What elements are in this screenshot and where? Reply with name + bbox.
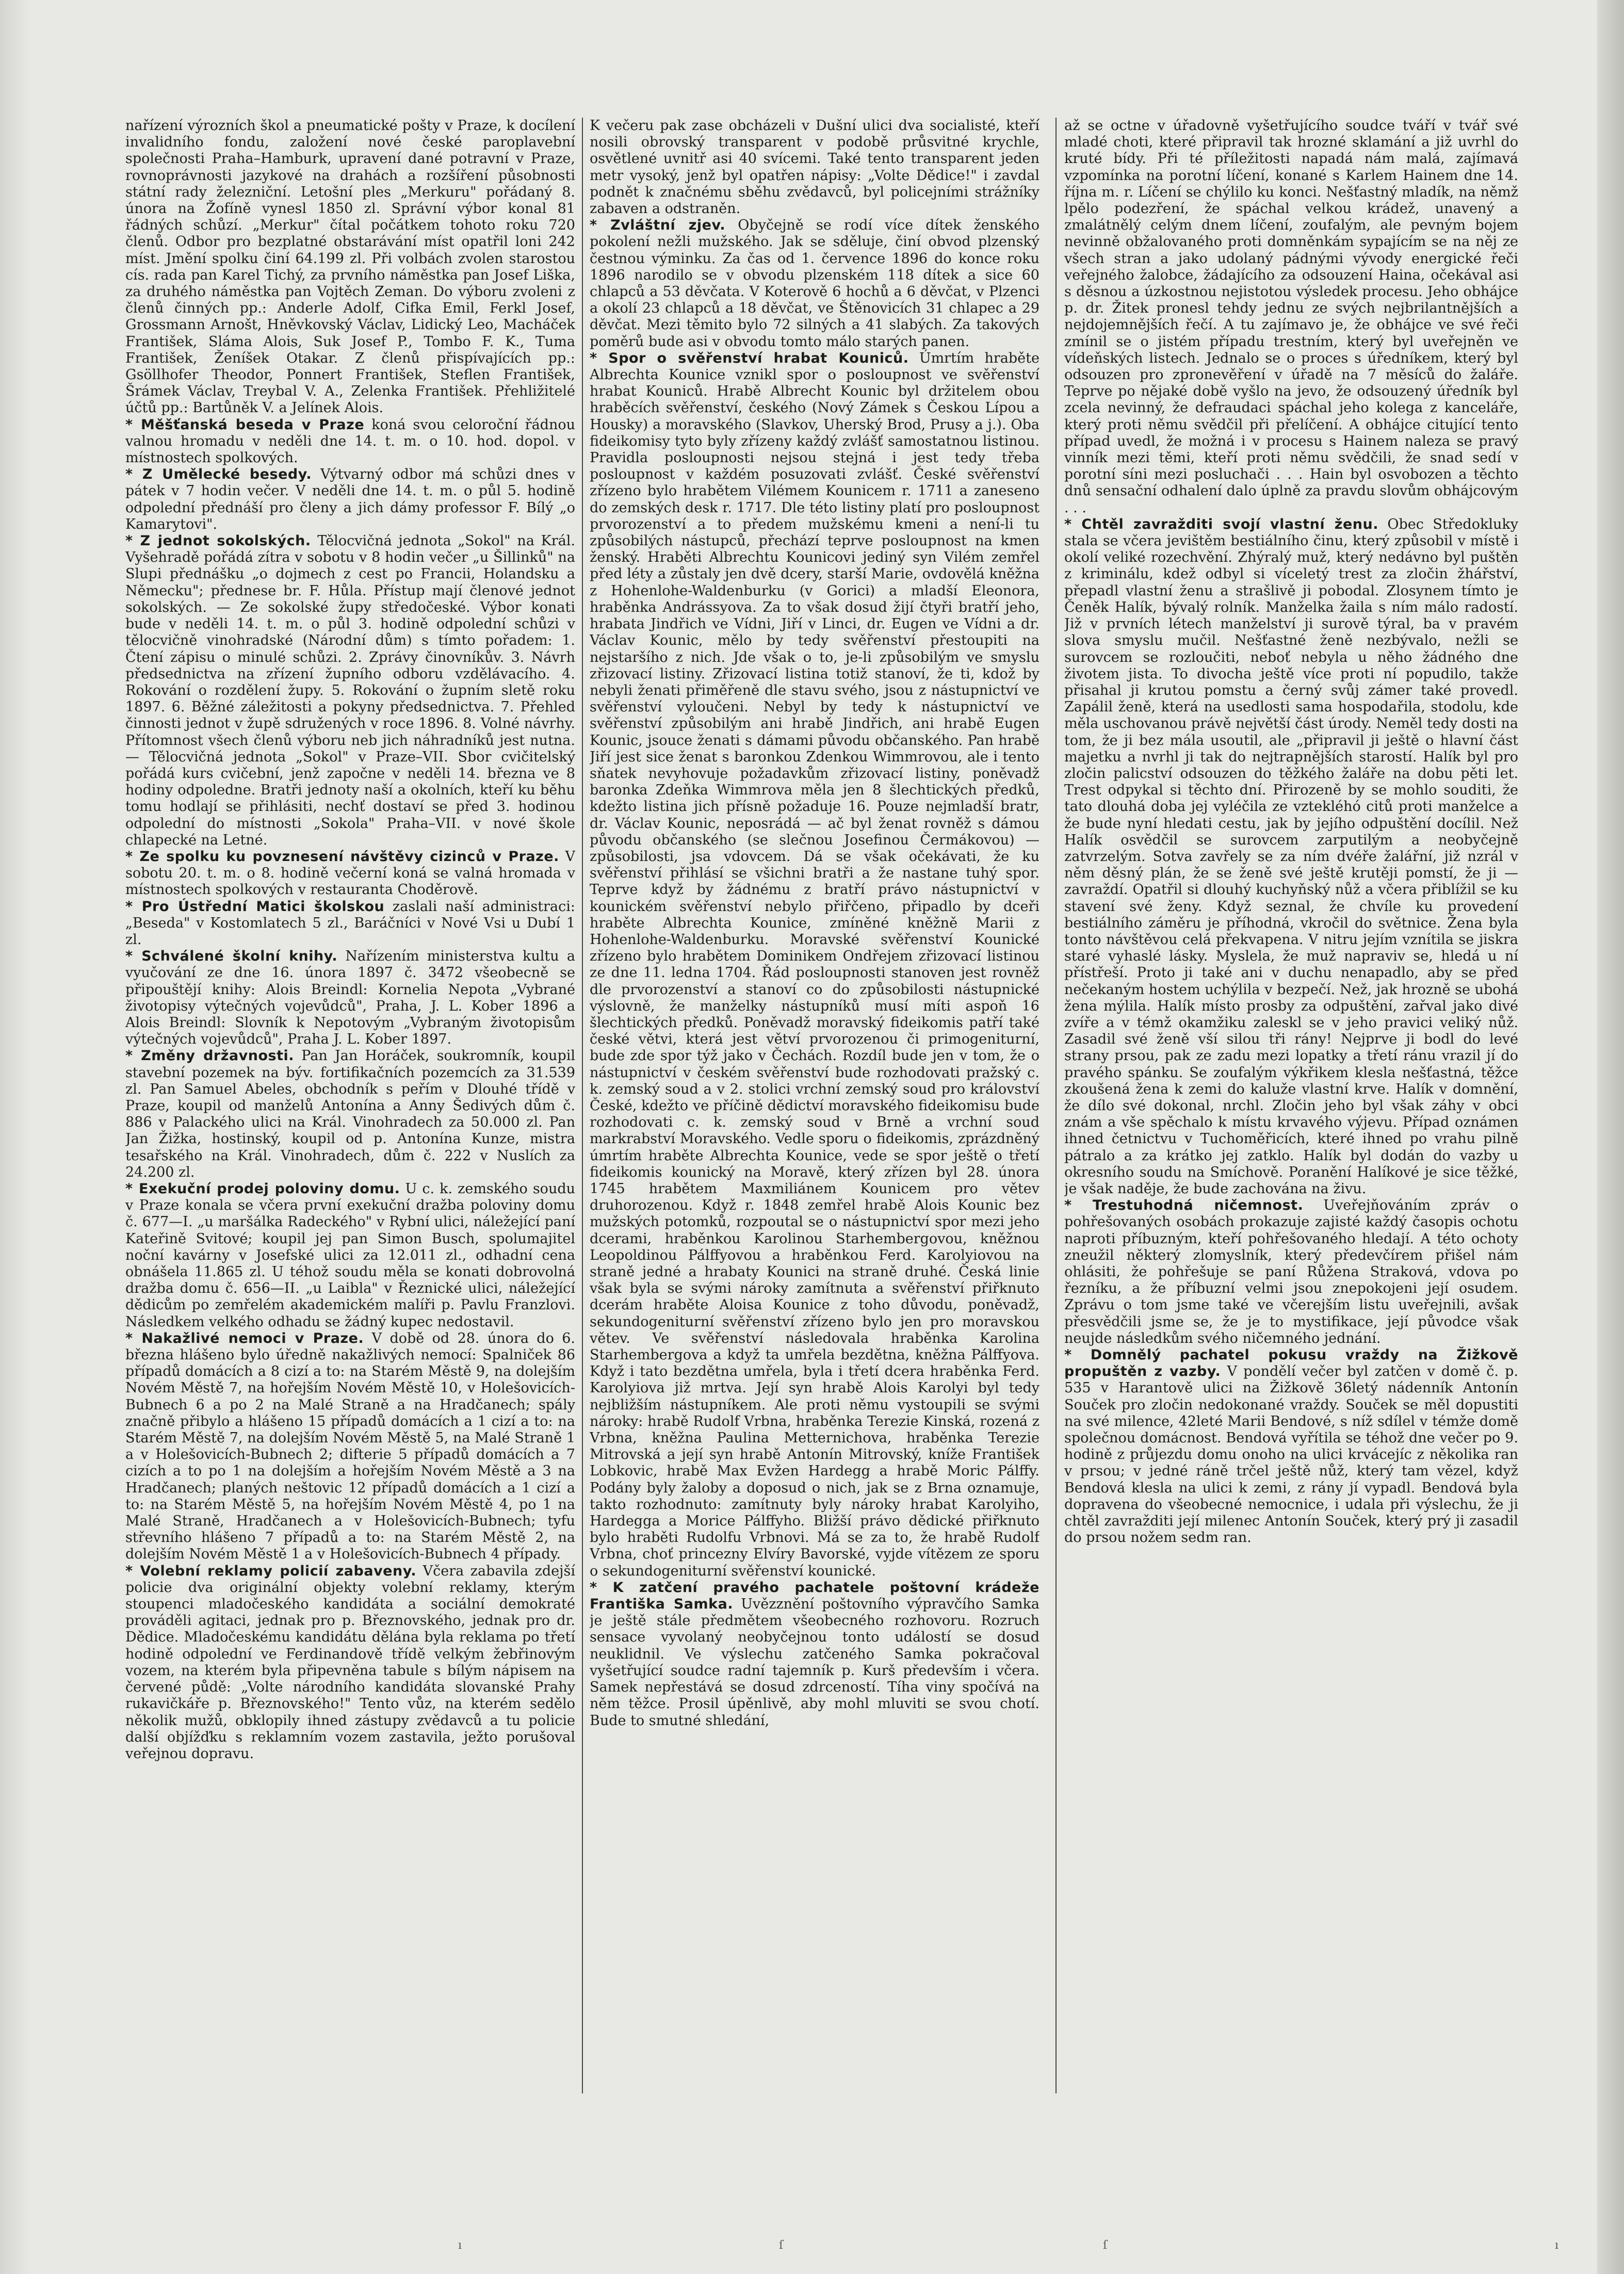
article-paragraph (1064, 1347, 1518, 1546)
article-paragraph (1064, 516, 1518, 1197)
article-heading: * Z jednot sokolských. (125, 533, 311, 549)
article-body: zaslali naší administraci: „Beseda" v Kostomlatech 5 zl., Baráčníci v Nové Vsi u Dubí 1 zl. (125, 898, 575, 948)
column-middle (590, 118, 1040, 2135)
article-heading: * Domnělý pachatel pokusu vraždy na Žižkově propuštěn z vazby. (1064, 1347, 1518, 1380)
article-heading: * Změny državnosti. (125, 1048, 295, 1064)
article-heading: * Zvláštní zjev. (590, 217, 726, 234)
binding-edge (1597, 0, 1624, 2274)
article-body: V pondělí večer byl zatčen v domě č. p. 535 v Harantově ulici na Žižkově 36letý nádenník Antonín Souček pro zločin nedokonané vraždy. Souček se měl dopustiti na své milence, 42leté Marii Bendové, s níž sdílel v témže domě společnou domácnost. Bendová vyřítila se téhož dne večer po 9. hodině z průjezdu domu onoho na ulici krvácejíc z několika ran v prsou; v jedné ráně trčel ještě nůž, který tam vězel, když Bendová klesla na ulici k zemi, z rány jí vypadl. Bendová byla dopravena do všeobecné nemocnice, i udala při výslechu, že ji chtěl zavražditi její milenec Antonín Souček, který prý ji zasadil do prsou nožem sedm ran. (1064, 1363, 1518, 1546)
article-paragraph (1064, 1197, 1518, 1347)
article-heading: * Pro Ústřední Matici školskou (125, 898, 385, 915)
article-heading: * Chtěl zavražditi svojí vlastní ženu. (1064, 516, 1378, 532)
article-body: V sobotu 20. t. m. o 8. hodině večerní koná se valná hromada v místnostech spolkových v restauranta Choděrově. (125, 848, 575, 898)
article-paragraph (1064, 118, 1518, 516)
column-right (1064, 118, 1518, 2135)
margin-mark: ſ (1103, 2239, 1108, 2252)
article-paragraph (590, 118, 1040, 217)
article-paragraph (125, 1181, 575, 1330)
article-paragraph (125, 118, 575, 417)
article-paragraph (125, 1330, 575, 1563)
article-heading: * Měšťanská beseda v Praze (125, 416, 365, 433)
article-body: Obyčejně se rodí více dítek ženského pokolení nežli mužského. Jak se sděluje, činí obvod plzenský čestnou výminku. Za čas od 1. července 1896 do konce roku 1896 narodilo se v obvodu plzenském 118 dítek a sice 60 chlapců a 53 děvčata. V Koterově 6 hochů a 6 děvčat, v Plzenci a okolí 23 chlapců a 18 děvčat, ve Štěnovicích 31 chlapec a 29 děvčat. Mezi těmito bylo 72 silných a 41 slabých. Za takových poměrů bude asi v obvodu tomto málo starých panen. (590, 217, 1040, 350)
article-body: K večeru pak zase obcházeli v Dušní ulici dva socialisté, kteří nosili obrovský transparent v podobě průsvitné krychle, osvětlené uvnitř asi 40 svícemi. Také tento transparent jeden metr vysoký, jenž byl opatřen nápisy: „Volte Dědice!" i zavdal podnět k značnému sběhu zvědavců, byl policejními strážníky zabaven a odstraněn. (590, 118, 1040, 217)
article-paragraph (125, 948, 575, 1048)
article-heading: * K zatčení pravého pachatele poštovní krádeže Františka Samka. (590, 1579, 1040, 1613)
article-heading: * Z Umělecké besedy. (125, 466, 312, 483)
article-heading: * Volební reklamy policií zabaveny. (125, 1563, 417, 1579)
article-body: Uveřejňováním zpráv o pohřešovaných osobách prokazuje zajisté každý časopis ochotu naproti příbuzným, kteří pohřešovaného hledají. A této ochoty zneužil některý zlomyslník, který předevčírem přišel nám ohlásiti, že pohřešuje se paní Růžena Straková, vdova po řezníku, a že příbuzní velmi jsou znepokojeni její osudem. Zprávu o tom jsme také ve včerejším listu uveřejnili, avšak přesvědčili jsme se, že je to mystifikace, její původce však neujde následkům svého ničemného jednání. (1064, 1197, 1518, 1346)
article-body: Obec Středokluky stala se včera jevištěm bestiálního činu, který způsobil v místě i okolí veliké rozechvění. Zhýralý muž, který nedávno byl puštěn z kriminálu, kdež odbyl si víceletý trest za zločin žhářství, přepadl vlastní ženu a strašlivě ji pobodal. Zlosynem tímto je Čeněk Halík, bývalý rolník. Manželka žaila s ním málo radostí. Již v prvních létech manželství ji surově týral, ba v pravém slova smyslu mučil. Nešťastné ženě nezbývalo, nežli se surovcem se rozloučiti, neboť nebyla u něho žádného dne životem jista. To divocha ještě více proti ní popudilo, takže přisahal ji krutou pomstu a černý svůj zámer také provedl. Zapálil ženě, která na usedlosti sama hospodařila, stodolu, kde měla uschovanou právě největší část úrody. Neměl tedy dosti na tom, že ji bez mála usoutil, ale „připravil ji ještě o hlavní část majetku a nvrhl ji tak do nejtrapnějších starostí. Halík byl pro zločin palicství odsouzen do těžkého žaláře na dobu pěti let. Trest odpykal si těchto dní. Přirozeně by se mohlo souditi, že tato dlouhá doba jej vyléčila ze vztekléhó citů proti manželce a že bude nyní hledati cestu, jak by jejího odpuštění docílil. Než Halík osvědčil se surovcem zarputilým a neobyčejně zatvrzelým. Sotva zavřely se za ním dvéře žalářní, již nzrál v něm děsný plán, že se ženě své ještě krutěji pomstí, že ji — zavraždí. Opatřil si dlouhý kuchyňský nůž a včera přiblížil se ku stavení své ženy. Když seznal, že chvíle ku provedení bestiálního záměru je příhodná, vkročil do světnice. Žena byla tonto návštěvou celá překvapena. V nitru jejím vznítila se jiskra staré vyhaslé lásky. Myslela, že muž napraviv se, hledá u ní přístřeší. Proto ji také ani v duchu nenapadlo, aby se před nečekaným hostem uchýlila v bezpečí. Než, jak hrozně se ubohá žena mýlila. Halík místo prosby za odpuštění, zařval jako divé zvíře a v témž okamžiku zaleskl se v jeho pravici veliký nůž. Zasadil své ženě vší silou tři rány! Nejprve ji bodl do levé strany prsou, pak ze zadu mezi lopatky a třetí ránu vrazil jí do pravého spánku. Se zoufalým výkřikem klesla nešťastná, těžce zkoušená žena k zemi do kaluže vlastní krve. Halík v domnění, že dílo své dokonal, nrchl. Zločin jeho byl však záhy v obci znám a vše spěchalo k místu krvavého výjevu. Případ oznámen ihned četnictvu v Tuchoměřicích, které ihned po vrahu pilně pátralo a za krátko jej zatklo. Halík byl dodán do vazby u okresního soudu na Smíchově. Poranění Halíkové je sice těžké, je však naděje, že bude zachována na živu. (1064, 516, 1518, 1197)
article-heading: * Nakažlivé nemoci v Praze. (125, 1330, 364, 1346)
article-body: V době od 28. února do 6. března hlášeno bylo úředně nakažlivých nemocí: Spalniček 86 případů domácích a 8 cizí a to: na Starém Městě 9, na dolejším Novém Městě 7, na hořejším Novém Městě 10, v Holešovicích-Bubnech 6 a po 2 na Malé Straně a na Hradčanech; spály značně přibylo a hlášeno 15 případů domácích a 1 cizí a to: na Starém Městě 7, na dolejším Novém Městě 5, na Malé Straně 1 a v Holešovicích-Bubnech 2; difterie 5 případů domácích a 7 cizích a to po 1 na dolejším a hořejším Novém Městě a 3 na Hradčanech; planých neštovic 12 případů domácích a 1 cizí a to: na Starém Městě 5, na hořejším Novém Městě 4, po 1 na Malé Straně, Hradčanech a v Holešovicích-Bubnech; tyfu střevního hlášeno 7 případů a to: na Starém Městě 2, na dolejším Novém Městě 1 a v Holešovicích-Bubnech 4 případy. (125, 1330, 575, 1563)
article-body: nařízení výrozních škol a pneumatické pošty v Praze, k docílení invalidního fondu, založení nové české paroplavební společnosti Praha–Hamburk, upravení dané potravní v Praze, rovnoprávnosti jazykové na drahách a rozšíření působnosti státní rady železniční. Letošní ples „Merkuru" pořádaný 8. února na Žofíně vynesl 1850 zl. Správní výbor konal 81 řádných schůzí. „Merkur" čítal počátkem tohoto roku 720 členů. Odbor pro bezplatné obstarávání míst opatřil loni 242 míst. Jmění spolku činí 64.199 zl. Při volbách zvolen starostou cís. rada pan Karel Tichý, za prvního náměstka pan Josef Liška, za druhého náměstka pan Vojtěch Zeman. Do výboru zvoleni z členů činných pp.: Anderle Adolf, Cifka Emil, Ferkl Josef, Grossmann Arnošt, Hněvkovský Václav, Lidický Leo, Macháček František, Sláma Alois, Suk Josef P., Tombo F. K., Tuma František, Ženíšek Otakar. Z členů přispívajících pp.: Gsöllhofer Theodor, Ponnert František, Steflen František, Šrámek Václav, Treybal V. A., Zelenka František. Přehližitelé účtů pp.: Bartůněk V. a Jelínek Alois. (125, 118, 575, 416)
article-paragraph (125, 533, 575, 849)
article-body: Uvězznění poštovního výpravčího Samka je ještě stále předmětem všeobecného rozhovoru. Rozruch sensace vyvolaný neobyčejnou tonto událostí se dosud neuklidnil. Ve výslechu zatčeného Samka pokračoval vyšetřující soudce radní tajemník p. Kurš především i včera. Samek nepřestává se dosud zdrceností. Tíha viny spočívá na něm těžce. Prosil úpěnlivě, aby mohl mluviti se svou chotí. Bude to smutné shledání, (590, 1596, 1040, 1729)
article-body: Úmrtím hraběte Albrechta Kounice vznikl spor o posloupnost ve svěřenství hrabat Kouniců. Hrabě Albrecht Kounic byl držitelem obou hraběcích svěřenství, českého (Nový Zámek s Českou Lípou a Housky) a moravského (Slavkov, Uherský Brod, Prusy a j.). Oba fideikomisy tyto byly zřízeny každý zvlášť samostatnou listinou. Pravidla posloupnosti nejsou stejná i jest tedy třeba posloupnost v každém posuzovati zvlášť. České svěřenství zřízeno bylo hrabětem Vilémem Kounicem r. 1711 a zaneseno do zemských desk r. 1717. Dle této listiny platí pro posloupnost prvorozenství a to předem mužskému kmeni a není-li tu způsobilých nástupců, přechází teprve posloupnost na kmen ženský. Hraběti Albrechtu Kounicovi jediný syn Vilém zemřel před léty a zůstaly jen dvě dcery, starší Marie, ovdovělá kněžna z Hohenlohe-Waldenburku (v Gorici) a mladší Eleonora, hraběnka Andrássyova. Za to však dosud žijí čtyři bratří jeho, hrabata Jindřich ve Vídni, Jiří v Linci, dr. Eugen ve Vídni a dr. Václav Kounic, mělo by tedy svěřenství přestoupiti na nejstaršího z nich. Jde však o to, je-li způsobilým ve smyslu zřizovací listiny. Zřizovací listina totiž stanoví, že ti, kdož by nebyli ženati přiměřeně dle stavu svého, jsou z nástupnictví ve svěřenství vyloučeni. Nebyl by tedy k nástupnictví ve svěřenství způsobilým ani hrabě Jindřich, ani hrabě Eugen Kounic, jsouce ženati s dámami původu občanského. Pan hrabě Jiří jest sice ženat s baronkou Zdenkou Wimmrovou, ale i tento sňatek nevyhovuje požadavkům zřizovací listiny, poněvadž baronka Zdeňka Wimmrova měla jen 8 šlechtických předků, kdežto listina jich přísně požaduje 16. Pouze nejmladší bratr, dr. Václav Kounic, neposrádá — ač byl ženat rovněž s dámou původu občanského (se slečnou Josefinou Čermákovou) — způsobilosti, jsa vdovcem. Dá se však očekávati, že ku svěřenství přihlásí se všichni bratři a že nastane tuhý spor. Teprve když by žádnému z bratří právo nástupnictví v kounickém svěřenství nebylo přiřčeno, připadlo by dceři hraběte Albrechta Kounice, zmíněné kněžně Marii z Hohenlohe-Waldenburku. Moravské svěřenství Kounické zřízeno bylo hrabětem Dominikem Ondřejem zřizovací listinou ze dne 11. ledna 1704. Řád posloupnosti stanoven jest rovněž dle prvorozenství a stanoví co do způsobilosti nástupnické výslovně, že manželky nástupníků musí míti aspoň 16 šlechtických předků. Poněvadž moravský fideikomis patří také české větvi, která jest větví prvorozenou či primogeniturní, bude zde spor týž jako v Čechách. Rozdíl bude jen v tom, že o nástupnictví v českém svěřenství bude rozhodovati pražský c. k. zemský soud a v 2. stolici vrchní zemský soud pro království České, kdežto ve příčině dědictví moravského fideikomisu bude rozhodovati c. k. zemský soud v Brně a vrchní soud markrabství Moravského. Vedle sporu o fideikomis, zprázdněný úmrtím hraběte Albrechta Kounice, vede se spor ještě o třetí fideikomis kounický na Moravě, který zřízen byl 28. února 1745 hrabětem Maxmiliánem Kounicem pro větev druhorozenou. Když r. 1848 zemřel hrabě Alois Kounic bez mužských potomků, rozpoutal se o nástupnictví spor mezi jeho dcerami, hraběnkou Karolinou Starhembergovou, kněžnou Leopoldinou Pálffyovou a hraběnkou Ferd. Karolyiovou na straně jedné a hrabaty Kounici na straně druhé. Česká linie však byla se svými nároky zamítnuta a svěřenství přiřknuto dcerám hraběte Aloisa Kounice z toho důvodu, poněvadž, sekundogeniturní svěřenství zřízeno bylo jen pro moravskou větev. Ve svěřenství následovala hraběnka Karolina Starhembergova a když ta umřela bezdětna, kněžna Pálffyova. Když i tato bezdětna umřela, byla i třetí dcera hraběnka Ferd. Karolyiova již mrtva. Její syn hrabě Alois Karolyi byl tedy nejbližším nástupníkem. Ale proti němu vystoupili se svými nároky: hrabě Rudolf Vrbna, hraběnka Terezie Kinská, rozená z Vrbna, kněžna Paulina Metternichova, hraběnka Terezie Mitrovská a její syn hrabě Antonín Mitrovský, kníže František Lobkovic, hrabě Max Evžen Hardegg a hrabě Moric Pálffy. Podány byly žaloby a doposud o nich, jak se z Brna oznamuje, takto rozhodnuto: zamítnuty byly nároky hrabat Karolyiho, Hardegga a Morice Pálffyho. Bližší právo dědické přiřknuto bylo hraběti Rudolfu Vrbnovi. Má se za to, že hrabě Rudolf Vrbna, choť princezny Elvíry Bavorské, vyjde vítězem ze sporu o sekundogeniturní svěřenství kounické. (590, 350, 1040, 1579)
article-body: Včera zabavila zdejší policie dva originální objekty volební reklamy, kterým stoupenci mladočeského kandidáta a sociální demokraté prováděli agitaci, jednak pro p. Březnovského, jednak pro dr. Dědice. Mladočeskému kandidátu dělána byla reklama po třetí hodině odpolední ve Ferdinandově třídě velkým žebřinovým vozem, na kterém byla připevněna tabule s bílým nápisem na červené půdě: „Volte národního kandidáta slovanské Prahy rukavičkáře p. Březnovského!" Tento vůz, na kterém sedělo několik mužů, obklopily ihned zástupy zvědavců a tu policie další objížďku s reklamním vozem zastavila, ježto porušoval veřejnou dopravu. (125, 1563, 575, 1762)
page-edge-shadow (0, 0, 31, 2274)
article-paragraph (125, 899, 575, 949)
column-divider (1055, 118, 1057, 2093)
margin-mark: ı (1555, 2239, 1559, 2252)
bottom-margin-marks (0, 2239, 1624, 2254)
article-body: Výtvarný odbor má schůzi dnes v pátek v 7 hodin večer. V neděli dne 14. t. m. o půl 5. hodině odpolední přednáší pro členy a jich dámy professor F. Bílý „o Kamarytovi". (125, 466, 575, 532)
article-paragraph (125, 466, 575, 533)
article-heading: * Ze spolku ku povznesení návštěvy cizinců v Praze. (125, 848, 559, 865)
column-divider (582, 118, 583, 2093)
article-body: koná svou celoroční řádnou valnou hromadu v neděli dne 14. t. m. o 10. hod. dopol. v místnostech spolkových. (125, 416, 575, 466)
article-heading: * Spor o svěřenství hrabat Kouniců. (590, 350, 909, 366)
article-paragraph (125, 1563, 575, 1762)
article-body: U c. k. zemského soudu v Praze konala se včera první exekuční dražba poloviny domu č. 677—I. „u maršálka Radeckého" v Rybní ulici, náležející paní Kateřině Svitové; koupil jej pan Simon Busch, spolumajitel noční kavárny v Josefské ulici za 12.011 zl., odhadní cena obnášela 11.865 zl. U téhož soudu měla se konati dobrovolná dražba domu č. 656—II. „u Laibla" v Řeznické ulici, náležející dědicům po zemřelém akademickém malíři p. Pavlu Franzlovi. Následkem velkého odhadu se žádný kupec nedostavil. (125, 1181, 575, 1330)
article-paragraph (125, 1048, 575, 1181)
article-heading: * Exekuční prodej poloviny domu. (125, 1181, 400, 1197)
article-heading: * Trestuhodná ničemnost. (1064, 1197, 1304, 1214)
margin-mark: ſ (779, 2239, 784, 2252)
article-paragraph (590, 217, 1040, 350)
article-body: až se octne v úřadovně vyšetřujícího soudce tváří v tvář své mladé choti, které připravil tak hrozné sklamání a již uvrhl do kruté bídy. Při té příležitosti napadá nám malá, zajímavá vzpomínka na porotní líčení, konané s Karlem Hainem dne 14. října m. r. Líčení se chýlilo ku konci. Nešťastný mladík, na němž lpělo podezření, že spáchal velkou krádež, unavený a zmalátnělý celým dnem líčení, zoufalým, ale pevným bojem nevinně obžalovaného proti domněnkám sypajícím se na něj ze všech stran a jako udolaný pádnými vývody energické řeči veřejného žalobce, žádajícího za odsouzení Haina, očekával asi s děsnou a úzkostnou nejistotou výsledek procesu. Jeho obhájce p. dr. Žitek pronesl tehdy jednu ze svých nejbrilantnějších a nejdojemnějších řečí. A tu zajímavo je, že obhájce ve své řeči zmínil se o jistém případu trestním, který byl uveřejněn ve vídeňských listech. Jednalo se o proces s úředníkem, který byl odsouzen pro zpronevěření v úřadě na 7 měsíců do žaláře. Teprve po nějaké době vyšlo na jevo, že odsouzený úředník byl zcela nevinný, že defraudaci spáchal jeho kolega z kanceláře, který proti němu svědčil při přelíčení. A obhájce citující tento případ uvedl, že možná i v procesu s Hainem naleza se pravý vinník mezi těmi, kteří proti němu svědčili, že snad sedí v porotní síni mezi posluchači . . . Hain byl osvobozen a těchto dnů sensační odhalení dalo úplně za pravdu slovům obhájcovým . . . (1064, 118, 1518, 516)
article-paragraph (125, 849, 575, 899)
article-paragraph (590, 350, 1040, 1580)
article-body: Pan Jan Horáček, soukromník, koupil stavební pozemek na býv. fortifikačních pozemcích za 31.539 zl. Pan Samuel Abeles, obchodník s peřím v Dlouhé třídě v Praze, koupil od manželů Antonína a Anny Šedivých dům č. 886 v Palackého ulici na Král. Vinohradech za 50.000 zl. Pan Jan Žižka, hostinský, koupil od p. Antonína Kunze, mistra tesařského na Král. Vinohradech, dům č. 222 v Nuslích za 24.200 zl. (125, 1048, 575, 1180)
article-paragraph (125, 417, 575, 467)
article-body: Nařízením ministerstva kultu a vyučování ze dne 16. února 1897 č. 3472 všeobecně se připouštějí knihy: Alois Breindl: Kornelia Nepota „Vybrané životopisy výtečných vojevůdců", Praha, J. L. Kober 1896 a Alois Breindl: Slovník k Nepotovým „Vybraným životopisům výtečných vojevůdců", Praha J. L. Kober 1897. (125, 948, 575, 1048)
column-left (125, 118, 575, 2135)
margin-mark: ı (458, 2239, 462, 2252)
article-body: Tělocvičná jednota „Sokol" na Král. Vyšehradě pořádá zítra v sobotu v 8 hodin večer „u Šillinků" na Slupi přednášku „o dojmech z cest po Francii, Holandsku a Německu"; přednese br. F. Hůla. Přístup mají členové jednot sokolských. — Ze sokolské župy středočeské. Výbor konati bude v neděli 14. t. m. o půl 3. hodině odpolední schůzi v tělocvičně vinohradské (Národní dům) s tímto pořadem: 1. Čtení zápisu o minulé schůzi. 2. Zprávy činovníkův. 3. Návrh předsednictva na zřízení župního odboru vzdělávacího. 4. Rokování o rozdělení župy. 5. Rokování o župním sletě roku 1897. 6. Běžné záležitosti a pokyny předsednictva. 7. Přehled činnosti jednot v župě sdružených v roce 1896. 8. Volné návrhy. Přítomnost všech členů výboru neb jich náhradníků jest nutna. — Tělocvičná jednota „Sokol" v Praze–VII. Sbor cvičitelský pořádá kurs cvičební, jenž započne v neděli 14. března ve 8 hodiny odpoledne. Bratři jednoty naší a okolních, kteří ku běhu tomu hodlají se přihlásiti, nechť dostaví se před 3. hodinou odpolední do místnosti „Sokola" Praha–VII. v nové škole chlapecké na Letné. (125, 533, 575, 848)
article-paragraph (590, 1580, 1040, 1729)
article-heading: * Schválené školní knihy. (125, 948, 338, 965)
